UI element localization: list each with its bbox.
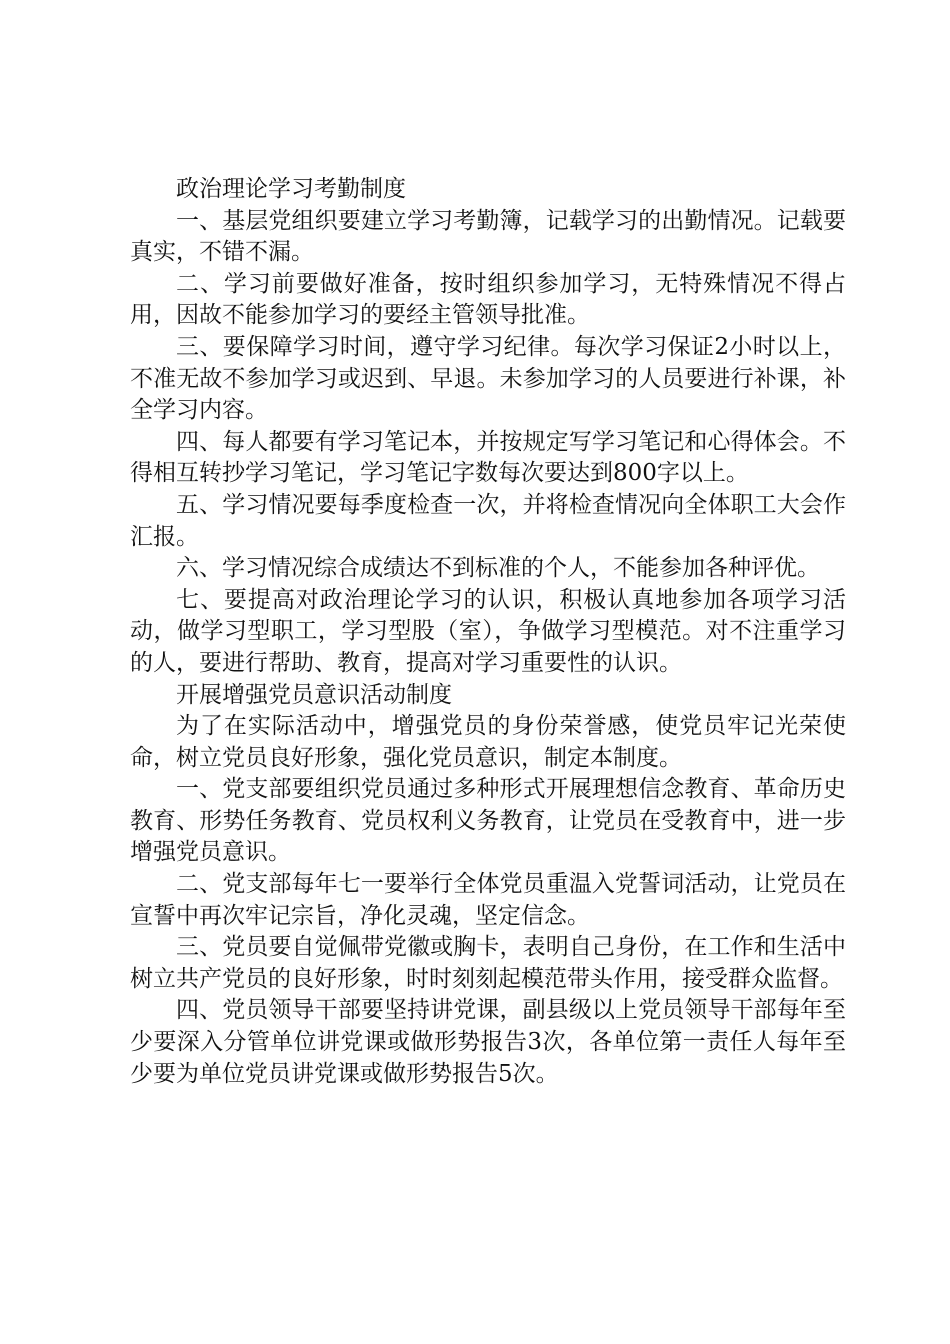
paragraph: 二、学习前要做好准备，按时组织参加学习，无特殊情况不得占用，因故不能参加学习的要经主管领导批准。 bbox=[130, 270, 846, 329]
document-body bbox=[130, 174, 846, 1090]
paragraph: 四、党员领导干部要坚持讲党课，副县级以上党员领导干部每年至少要深入分管单位讲党课或做形势报告3次，各单位第一责任人每年至少要为单位党员讲党课或做形势报告5次。 bbox=[130, 997, 846, 1087]
paragraph: 为了在实际活动中，增强党员的身份荣誉感，使党员牢记光荣使命，树立党员良好形象，强化党员意识，制定本制度。 bbox=[130, 713, 846, 771]
section-title: 政治理论学习考勤制度 bbox=[176, 176, 406, 202]
paragraph: 一、党支部要组织党员通过多种形式开展理想信念教育、革命历史教育、形势任务教育、党员权利义务教育，让党员在受教育中，进一步增强党员意识。 bbox=[130, 776, 846, 866]
paragraph: 二、党支部每年七一要举行全体党员重温入党誓词活动，让党员在宣誓中再次牢记宗旨，净化灵魂，坚定信念。 bbox=[130, 871, 846, 929]
section-title: 开展增强党员意识活动制度 bbox=[176, 681, 452, 708]
paragraph: 三、党员要自觉佩带党徽或胸卡，表明自己身份，在工作和生活中树立共产党员的良好形象，时时刻刻起模范带头作用，接受群众监督。 bbox=[130, 934, 846, 992]
paragraph: 七、要提高对政治理论学习的认识，积极认真地参加各项学习活动，做学习型职工，学习型股（室），争做学习型模范。对不注重学习的人，要进行帮助、教育，提高对学习重要性的认识。 bbox=[130, 586, 846, 676]
paragraph: 三、要保障学习时间，遵守学习纪律。每次学习保证2小时以上，不准无故不参加学习或迟到、早退。未参加学习的人员要进行补课，补全学习内容。 bbox=[130, 333, 846, 424]
paragraph: 六、学习情况综合成绩达不到标准的个人，不能参加各种评优。 bbox=[176, 555, 820, 582]
paragraph: 一、基层党组织要建立学习考勤簿，记载学习的出勤情况。记载要真实，不错不漏。 bbox=[130, 207, 846, 266]
paragraph: 五、学习情况要每季度检查一次，并将检查情况向全体职工大会作汇报。 bbox=[130, 491, 846, 550]
paragraph: 四、每人都要有学习笔记本，并按规定写学习笔记和心得体会。不得相互转抄学习笔记，学习笔记字数每次要达到800字以上。 bbox=[130, 428, 846, 487]
